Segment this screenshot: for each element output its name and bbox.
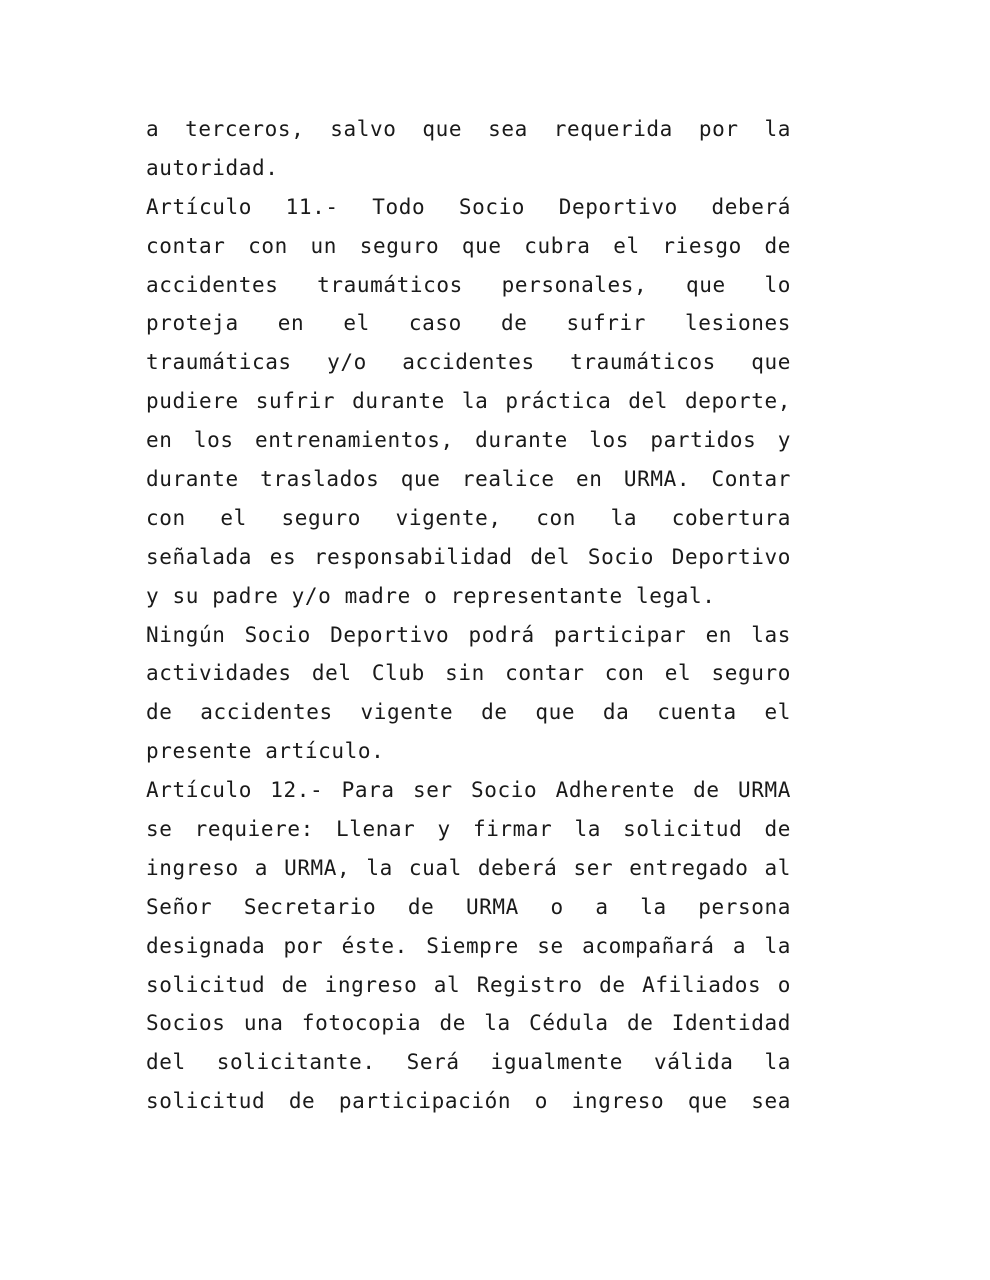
- text-line: en los entrenamientos, durante los partidos y: [146, 428, 791, 453]
- text-line: presente artículo.: [146, 739, 385, 764]
- text-line: se requiere: Llenar y firmar la solicitud de: [146, 817, 791, 842]
- text-line: Ningún Socio Deportivo podrá participar en las: [146, 622, 791, 647]
- text-line: solicitud de ingreso al Registro de Afiliados o: [146, 972, 791, 997]
- text-line: Artículo 11.- Todo Socio Deportivo deberá: [146, 194, 791, 219]
- text-line: pudiere sufrir durante la práctica del deporte,: [146, 389, 791, 414]
- text-line: con el seguro vigente, con la cobertura: [146, 505, 791, 530]
- text-line: y su padre y/o madre o representante legal.: [146, 583, 716, 608]
- text-line: contar con un seguro que cubra el riesgo de: [146, 233, 791, 258]
- text-line: a terceros, salvo que sea requerida por la: [146, 117, 791, 141]
- text-line: del solicitante. Será igualmente válida la: [146, 1050, 791, 1075]
- text-line: Artículo 12.- Para ser Socio Adherente de URMA: [146, 778, 791, 803]
- text-line: de accidentes vigente de que da cuenta el: [146, 700, 791, 725]
- text-line: Señor Secretario de URMA o a la persona: [146, 894, 791, 919]
- document-body-text: [146, 110, 791, 1121]
- text-line: designada por éste. Siempre se acompañará a la: [146, 933, 791, 958]
- text-line: solicitud de participación o ingreso que sea: [146, 1089, 791, 1114]
- text-line: autoridad.: [146, 155, 279, 180]
- text-line: actividades del Club sin contar con el seguro: [146, 661, 791, 686]
- text-line: accidentes traumáticos personales, que lo: [146, 272, 791, 297]
- text-line: durante traslados que realice en URMA. Contar: [146, 467, 791, 492]
- text-line: señalada es responsabilidad del Socio Deportivo: [146, 544, 791, 569]
- text-line: Socios una fotocopia de la Cédula de Identidad: [146, 1011, 791, 1036]
- text-line: proteja en el caso de sufrir lesiones: [146, 311, 791, 336]
- text-line: traumáticas y/o accidentes traumáticos que: [146, 350, 791, 375]
- text-line: ingreso a URMA, la cual deberá ser entregado al: [146, 855, 791, 880]
